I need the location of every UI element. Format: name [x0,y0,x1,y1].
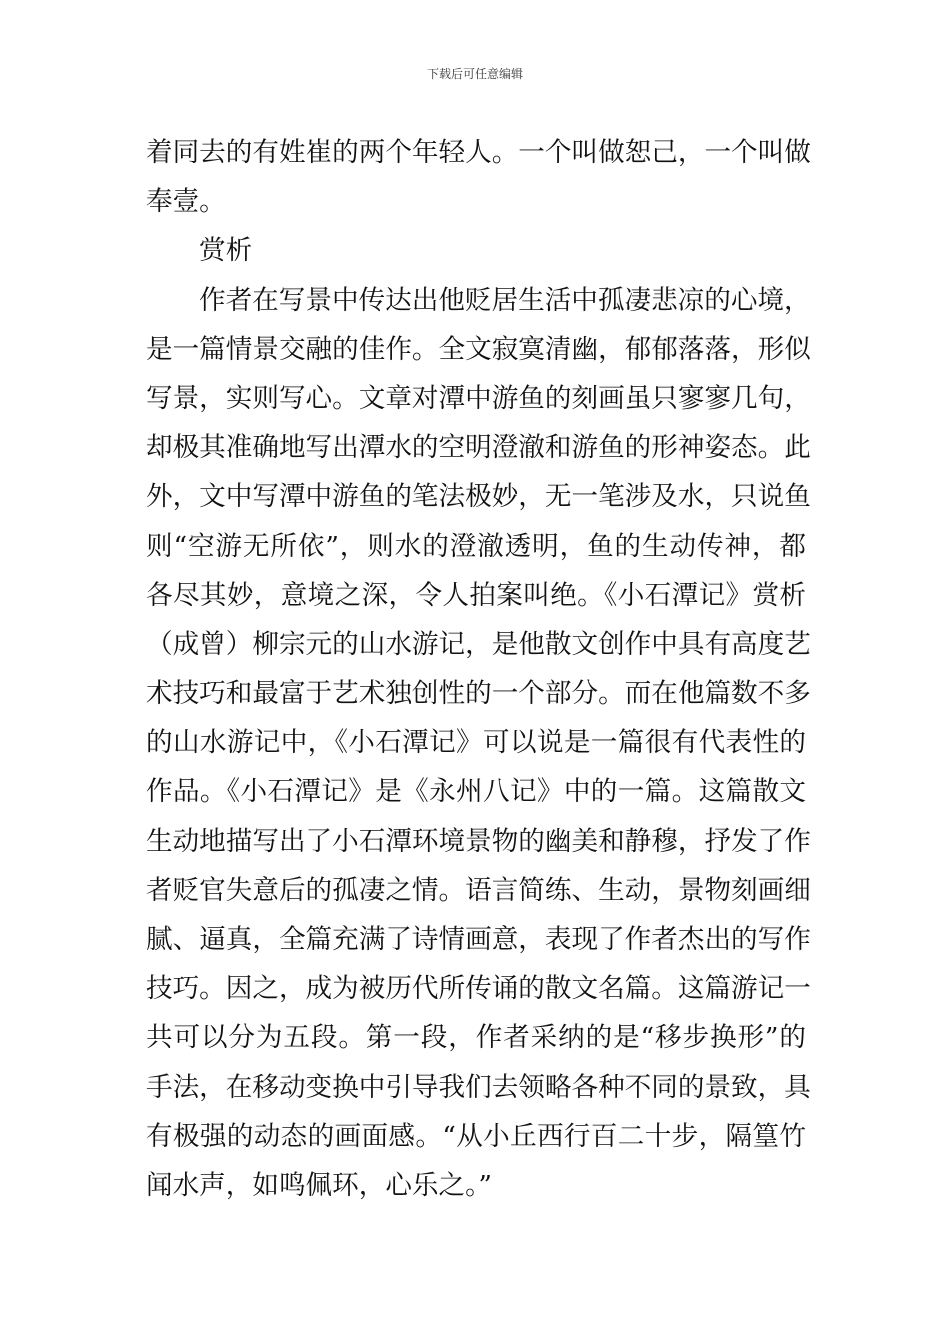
text-line: 写景，实则写心。文章对潭中游鱼的刻画虽只寥寥几句， [146,382,811,414]
text-line: 则“空游无所依”，则水的澄澈透明，鱼的生动传神，都 [146,530,806,562]
text-line: 闻水声，如鸣佩环，心乐之。” [146,1169,493,1201]
text-line: 各尽其妙，意境之深，令人拍案叫绝。《小石潭记》赏析 [146,579,806,611]
text-line: （成曾）柳宗元的山水游记，是他散文创作中具有高度艺 [146,628,811,660]
text-line: 是一篇情景交融的佳作。全文寂寞清幽，郁郁落落，形似 [146,333,811,365]
text-line: 技巧。因之，成为被历代所传诵的散文名篇。这篇游记一 [146,973,811,1005]
text-line: 作者在写景中传达出他贬居生活中孤凄悲凉的心境， [199,284,811,316]
section-heading: 赏析 [199,235,253,267]
text-line: 手法，在移动变换中引导我们去领略各种不同的景致，具 [146,1071,811,1103]
text-line: 却极其准确地写出潭水的空明澄澈和游鱼的形神姿态。此 [146,432,811,464]
text-line: 外，文中写潭中游鱼的笔法极妙，无一笔涉及水，只说鱼 [146,481,811,513]
text-line: 的山水游记中，《小石潭记》可以说是一篇很有代表性的 [146,727,806,759]
text-line: 有极强的动态的画面感。“从小丘西行百二十步，隔篁竹 [146,1120,806,1152]
text-line: 生动地描写出了小石潭环境景物的幽美和静穆，抒发了作 [146,825,811,857]
text-line: 腻、逼真，全篇充满了诗情画意，表现了作者杰出的写作 [146,924,811,955]
page-header: 下载后可任意编辑 [426,67,523,81]
text-line: 共可以分为五段。第一段，作者采纳的是“移步换形”的 [146,1022,806,1054]
text-line: 奉壹。 [146,186,226,218]
body-text [146,128,811,1210]
text-line: 者贬官失意后的孤凄之情。语言简练、生动，景物刻画细 [146,874,811,906]
text-line: 术技巧和最富于艺术独创性的一个部分。而在他篇数不多 [146,678,811,710]
text-line: 作品。《小石潭记》是《永州八记》中的一篇。这篇散文 [146,776,806,808]
text-line: 着同去的有姓崔的两个年轻人。一个叫做恕己，一个叫做 [146,137,811,168]
